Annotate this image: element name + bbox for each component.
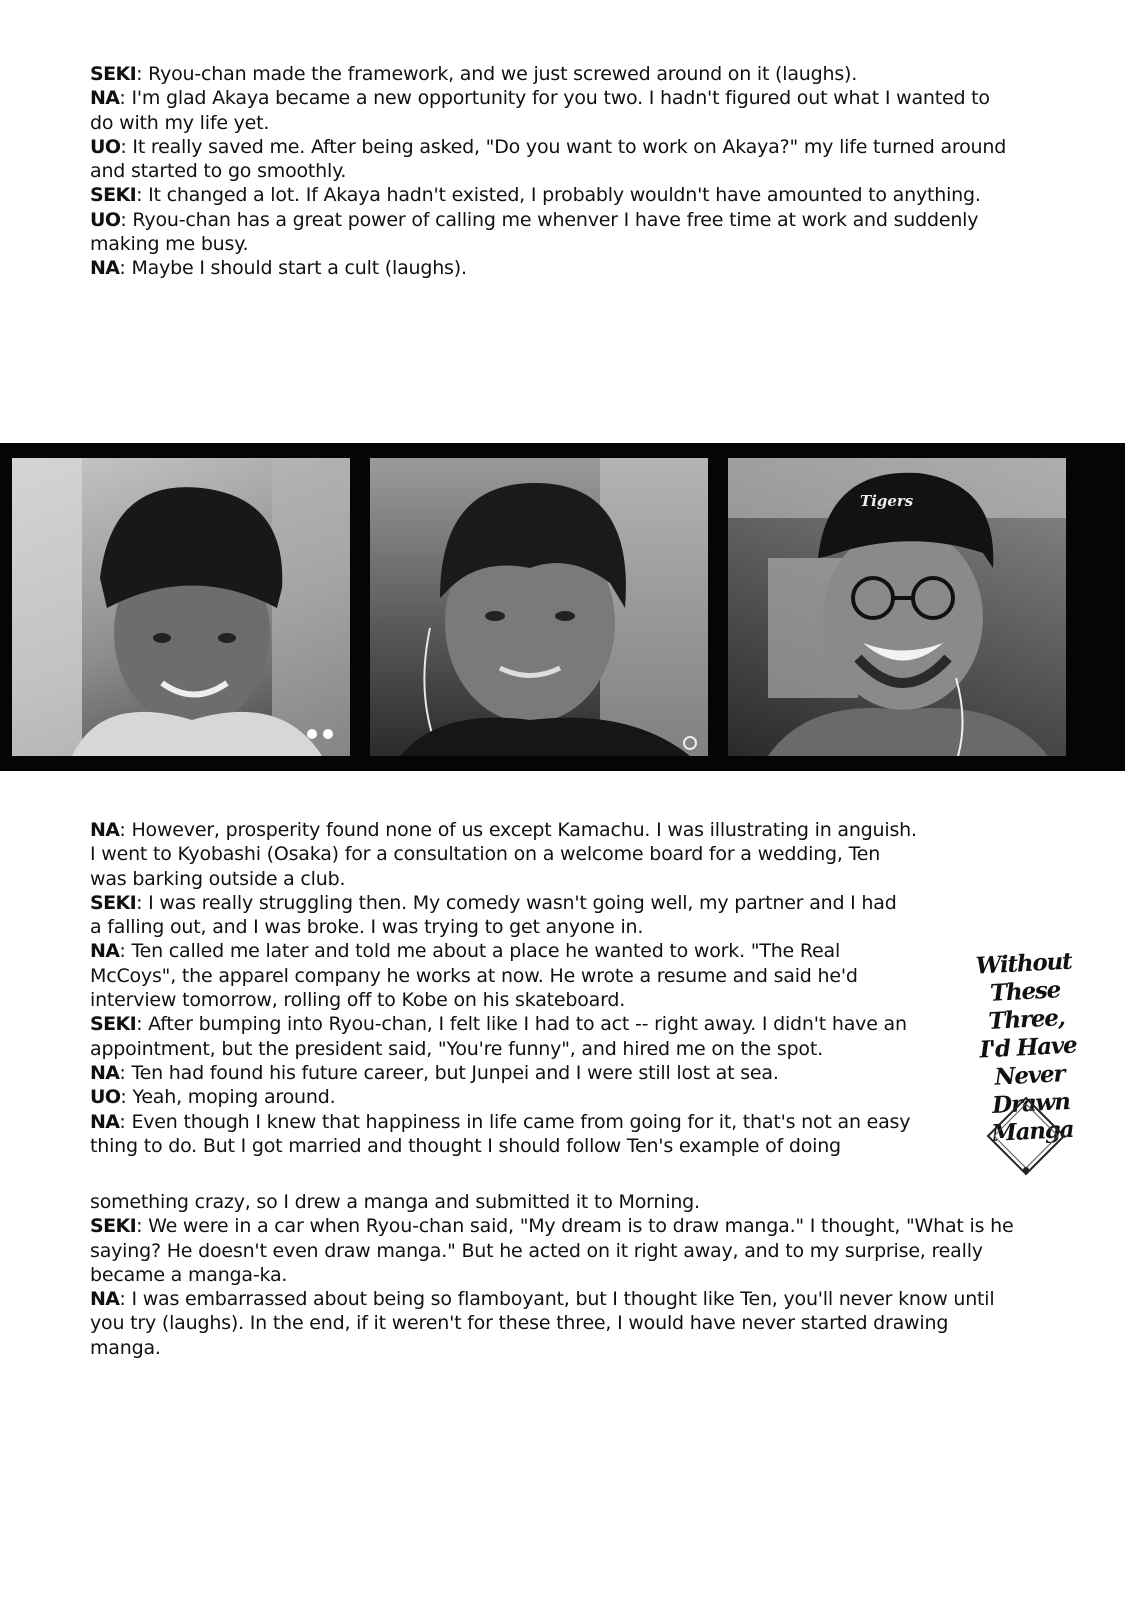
dialogue-text: was barking outside a club. (90, 867, 346, 890)
dialogue-text: : Ten called me later and told me about a place he wanted to work. "The Real (119, 940, 841, 963)
dialogue-text: became a manga-ka. (90, 1263, 288, 1286)
tigers-cap-text: Tigers (860, 492, 914, 510)
person-in-tigers-cap-photo (728, 458, 1066, 756)
side-title-line: Manga (990, 1115, 1075, 1148)
dialogue-text: : Yeah, moping around. (120, 1086, 336, 1109)
speaker-label: NA (90, 1288, 120, 1311)
dialogue-text: : It changed a lot. If Akaya hadn't existed, I probably wouldn't have amounted to anything. (136, 184, 981, 207)
dialogue-line (90, 1190, 1050, 1214)
dialogue-line (90, 1263, 1050, 1287)
dialogue-text: : We were in a car when Ryou-chan said, "My dream is to draw manga." I thought, "What is he (136, 1215, 1014, 1238)
dialogue-text: thing to do. But I got married and thought I should follow Ten's example of doing (90, 1134, 841, 1157)
person-in-cap-photo (12, 458, 350, 756)
dialogue-line (90, 183, 1050, 207)
dialogue-text: : Ten had found his future career, but Junpei and I were still lost at sea. (119, 1061, 779, 1084)
person-with-earphones-photo (370, 458, 708, 756)
side-title-line: I'd Have (978, 1031, 1078, 1064)
dialogue-text: : After bumping into Ryou-chan, I felt like I had to act -- right away. I didn't have an (136, 1013, 907, 1036)
dialogue-line (90, 1336, 1050, 1360)
dialogue-line (90, 135, 1050, 159)
dialogue-text: manga. (90, 1336, 161, 1359)
dialogue-text: : I was really struggling then. My comedy wasn't going well, my partner and I had (136, 891, 897, 914)
dialogue-line (90, 62, 1050, 86)
dialogue-line (90, 1214, 1050, 1238)
interview-text-bottom (90, 1190, 1050, 1360)
dialogue-text: : Ryou-chan made the framework, and we just screwed around on it (laughs). (136, 63, 858, 85)
dialogue-line (90, 964, 950, 988)
dialogue-text: do with my life yet. (90, 111, 270, 134)
speaker-label: NA (90, 940, 120, 963)
side-title-line: Never (993, 1060, 1065, 1091)
dialogue-text: something crazy, so I drew a manga and submitted it to Morning. (90, 1191, 700, 1213)
speaker-label: SEKI (90, 184, 137, 207)
side-title-line: Without (975, 947, 1073, 980)
dialogue-line (90, 1085, 950, 1109)
speaker-label: UO (90, 208, 121, 231)
dialogue-line (90, 256, 1050, 280)
dialogue-text: interview tomorrow, rolling off to Kobe on his skateboard. (90, 989, 626, 1012)
dialogue-line (90, 232, 1050, 256)
dialogue-text: McCoys", the apparel company he works at now. He wrote a resume and said he'd (90, 964, 858, 987)
dialogue-text: I went to Kyobashi (Osaka) for a consultation on a welcome board for a wedding, Ten (90, 843, 881, 866)
speaker-label: SEKI (90, 1013, 137, 1036)
interview-text-top (90, 62, 1050, 281)
speaker-label: UO (90, 135, 121, 158)
dialogue-line (90, 842, 950, 866)
dialogue-text: : However, prosperity found none of us except Kamachu. I was illustrating in anguish. (119, 819, 917, 841)
dialogue-line (90, 86, 1050, 110)
dialogue-text: making me busy. (90, 233, 249, 256)
dialogue-text: saying? He doesn't even draw manga." But he acted on it right away, and to my surprise, really (90, 1239, 983, 1262)
dialogue-text: and started to go smoothly. (90, 160, 347, 183)
dialogue-text: appointment, but the president said, "You're funny", and hired me on the spot. (90, 1037, 823, 1060)
speaker-label: NA (90, 87, 120, 110)
speaker-label: SEKI (90, 1215, 137, 1238)
dialogue-line (90, 208, 1050, 232)
dialogue-line (90, 1012, 950, 1036)
dialogue-line (90, 891, 950, 915)
speaker-label: UO (90, 1086, 121, 1109)
diamond-ornament-icon (986, 1096, 1066, 1176)
dialogue-line (90, 159, 1050, 183)
dialogue-line (90, 915, 950, 939)
speaker-label: SEKI (90, 63, 137, 85)
dialogue-line (90, 867, 950, 891)
dialogue-line (90, 1287, 1050, 1311)
dialogue-line (90, 1134, 950, 1158)
dialogue-text: : Even though I knew that happiness in life came from going for it, that's not an easy (119, 1110, 911, 1133)
dialogue-line (90, 1311, 1050, 1335)
dialogue-text: : Ryou-chan has a great power of calling me whenver I have free time at work and suddenly (120, 208, 979, 231)
dialogue-line (90, 111, 1050, 135)
dialogue-line (90, 1110, 950, 1134)
dialogue-line (90, 1037, 950, 1061)
speaker-label: NA (90, 1110, 120, 1133)
speaker-label: NA (90, 1061, 120, 1084)
side-title-line: These Three, (987, 976, 1066, 1036)
interview-text-middle (90, 818, 950, 1158)
dialogue-text: : Maybe I should start a cult (laughs). (119, 257, 467, 280)
speaker-label: NA (90, 819, 120, 841)
dialogue-text: you try (laughs). In the end, if it weren't for these three, I would have never started drawing (90, 1312, 949, 1335)
dialogue-text: : I'm glad Akaya became a new opportunity for you two. I hadn't figured out what I wanted to (119, 87, 990, 110)
dialogue-text: : It really saved me. After being asked, "Do you want to work on Akaya?" my life turned around (120, 135, 1007, 158)
dialogue-text: : I was embarrassed about being so flamboyant, but I thought like Ten, you'll never know until (119, 1288, 995, 1311)
dialogue-line (90, 1061, 950, 1085)
video-call-photo-strip (0, 443, 1125, 771)
dialogue-line (90, 818, 950, 842)
dialogue-line (90, 988, 950, 1012)
dialogue-text: a falling out, and I was broke. I was trying to get anyone in. (90, 916, 644, 939)
dialogue-line (90, 939, 950, 963)
speaker-label: NA (90, 257, 120, 280)
speaker-label: SEKI (90, 891, 137, 914)
side-title-line: Drawn (991, 1087, 1071, 1119)
dialogue-line (90, 1239, 1050, 1263)
